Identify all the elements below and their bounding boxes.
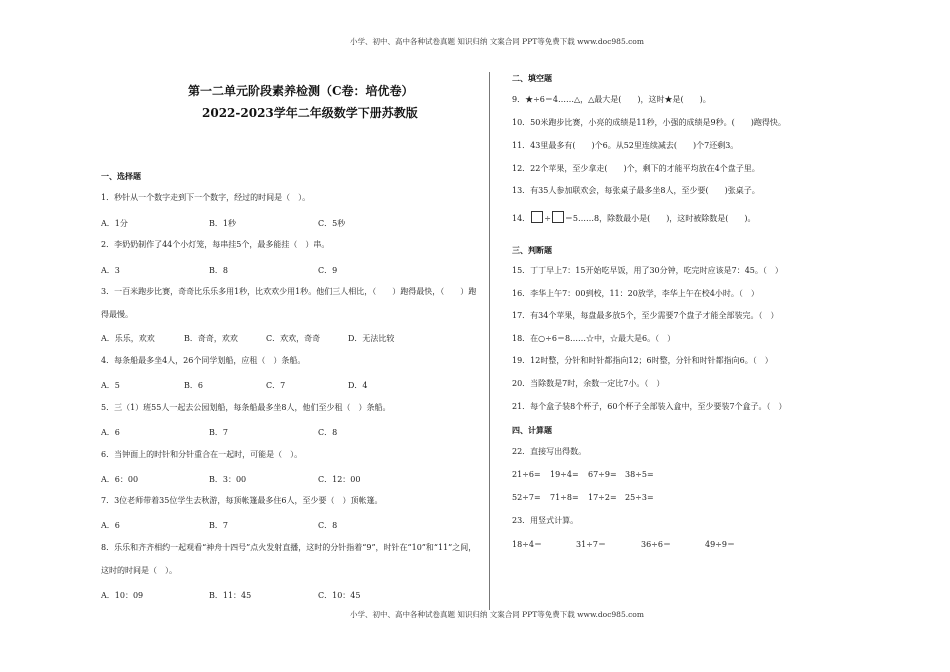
question-2: 2．李奶奶制作了44个小灯笼，每串挂5个，最多能挂（ ）串。 — [101, 240, 330, 249]
question-7: 7．3位老师带着35位学生去秋游，每顶帐篷最多住6人，至少要（ ）顶帐篷。 — [101, 496, 383, 505]
q2-option-b: B．8 — [209, 266, 228, 275]
question-8-line1: 8．乐乐和齐齐相约一起观看“神舟十四号”点火发射直播，这时的分针指着“9”，时针在“10”和“11”之间， — [101, 543, 477, 552]
q8-option-c: C．10：45 — [318, 591, 361, 600]
question-20: 20．当除数是7时，余数一定比7小。（ ） — [512, 379, 665, 388]
question-3-line2: 得最慢。 — [101, 310, 133, 319]
page-footer: 小学、初中、高中各种试卷真题 知识归纳 文案合同 PPT等免费下载 www.doc985.com — [350, 610, 644, 619]
q4-option-d: D．4 — [348, 381, 368, 390]
question-10: 10．50米跑步比赛，小亮的成绩是11秒，小强的成绩是9秒。( )跑得快。 — [512, 118, 786, 127]
calc-item: 31÷7＝ — [576, 540, 606, 549]
q14-prefix: 14． — [512, 214, 531, 223]
question-9: 9．★÷6＝4……△，△最大是( )，这时★是( )。 — [512, 95, 711, 104]
question-8-line2: 这时的时间是（ ）。 — [101, 566, 177, 575]
question-1: 1．秒针从一个数字走到下一个数字，经过的时间是（ ）。 — [101, 193, 311, 202]
calc-item: 38÷5= — [625, 470, 654, 479]
q3-option-b: B．奇奇，欢欢 — [184, 334, 238, 343]
q1-option-c: C．5秒 — [318, 219, 346, 228]
q3-option-a: A．乐乐，欢欢 — [101, 334, 155, 343]
question-23: 23．用竖式计算。 — [512, 516, 579, 525]
calc-item: 21÷6= — [512, 470, 541, 479]
question-15: 15．丁丁早上7：15开始吃早饭，用了30分钟，吃完时应该是7：45。（ ） — [512, 266, 783, 275]
question-19: 19．12时整，分针和时针都指向12；6时整，分针和时针都指向6。（ ） — [512, 356, 773, 365]
divisor-box — [552, 211, 564, 223]
calc-item: 52÷7= — [512, 493, 541, 502]
question-17: 17．有34个苹果，每盘最多放5个，至少需要7个盘子才能全部装完。（ ） — [512, 311, 779, 320]
exam-subtitle: 2022-2023学年二年级数学下册苏教版 — [202, 106, 418, 120]
question-14 — [512, 211, 756, 224]
calc-item: 49÷9＝ — [705, 540, 735, 549]
q6-option-c: C．12：00 — [318, 475, 361, 484]
column-divider — [489, 72, 490, 610]
q7-option-b: B．7 — [209, 521, 228, 530]
q5-option-a: A．6 — [101, 428, 120, 437]
q2-option-c: C．9 — [318, 266, 338, 275]
section-judge-title: 三、判断题 — [512, 245, 552, 255]
calc-item: 19÷4= — [550, 470, 579, 479]
q14-divide-sign: ÷ — [544, 214, 551, 223]
question-11: 11．43里最多有( )个6。从52里连续减去( )个7还剩3。 — [512, 141, 739, 150]
q8-option-a: A．10：09 — [101, 591, 144, 600]
page-header: 小学、初中、高中各种试卷真题 知识归纳 文案合同 PPT等免费下载 www.doc985.com — [350, 37, 644, 46]
q6-option-b: B．3：00 — [209, 475, 247, 484]
question-5: 5．三（1）班55人一起去公园划船，每条船最多坐8人，他们至少租（ ）条船。 — [101, 403, 391, 412]
question-16: 16．李华上午7：00到校，11：20放学，李华上午在校4小时。（ ） — [512, 289, 759, 298]
question-4: 4．每条船最多坐4人，26个同学划船，应租（ ）条船。 — [101, 356, 306, 365]
q3-option-d: D．无法比较 — [348, 334, 395, 343]
section-fill-title: 二、填空题 — [512, 73, 552, 83]
q5-option-c: C．8 — [318, 428, 338, 437]
calc-item: 71÷8= — [550, 493, 579, 502]
exam-title: 第一二单元阶段素养检测（C卷：培优卷） — [188, 84, 414, 98]
question-18: 18．在○÷6＝8……☆中，☆最大是6。（ ） — [512, 334, 676, 343]
question-3-line1: 3．一百米跑步比赛，奇奇比乐乐多用1秒，比欢欢少用1秒。他们三人相比，（ ）跑得最快，（ ）跑 — [101, 287, 477, 296]
q5-option-b: B．7 — [209, 428, 228, 437]
section-choice-title: 一、选择题 — [101, 171, 141, 181]
q1-option-a: A．1分 — [101, 219, 128, 228]
q8-option-b: B．11：45 — [209, 591, 252, 600]
section-calc-title: 四、计算题 — [512, 425, 552, 435]
q6-option-a: A．6：00 — [101, 475, 139, 484]
question-6: 6．当钟面上的时针和分针重合在一起时，可能是（ ）。 — [101, 450, 303, 459]
q14-rest: ＝5……8，除数最小是( )，这时被除数是( )。 — [564, 214, 756, 223]
q1-option-b: B．1秒 — [209, 219, 236, 228]
question-21: 21．每个盒子装8个杯子，60个杯子全部装入盒中，至少要装7个盒子。（ ） — [512, 402, 787, 411]
question-13: 13．有35人参加联欢会，每张桌子最多坐8人，至少要( )张桌子。 — [512, 186, 760, 195]
q7-option-a: A．6 — [101, 521, 120, 530]
q4-option-a: A．5 — [101, 381, 120, 390]
calc-item: 18÷4＝ — [512, 540, 542, 549]
question-22: 22．直接写出得数。 — [512, 447, 587, 456]
dividend-box — [531, 211, 543, 223]
calc-item: 36÷6＝ — [641, 540, 671, 549]
q7-option-c: C．8 — [318, 521, 338, 530]
calc-item: 67÷9= — [588, 470, 617, 479]
q4-option-b: B．6 — [184, 381, 203, 390]
calc-item: 17÷2= — [588, 493, 617, 502]
q2-option-a: A．3 — [101, 266, 120, 275]
q3-option-c: C．欢欢，奇奇 — [266, 334, 321, 343]
calc-item: 25÷3= — [625, 493, 654, 502]
question-12: 12．22个苹果，至少拿走( )个，剩下的才能平均放在4个盘子里。 — [512, 164, 760, 173]
q4-option-c: C．7 — [266, 381, 286, 390]
